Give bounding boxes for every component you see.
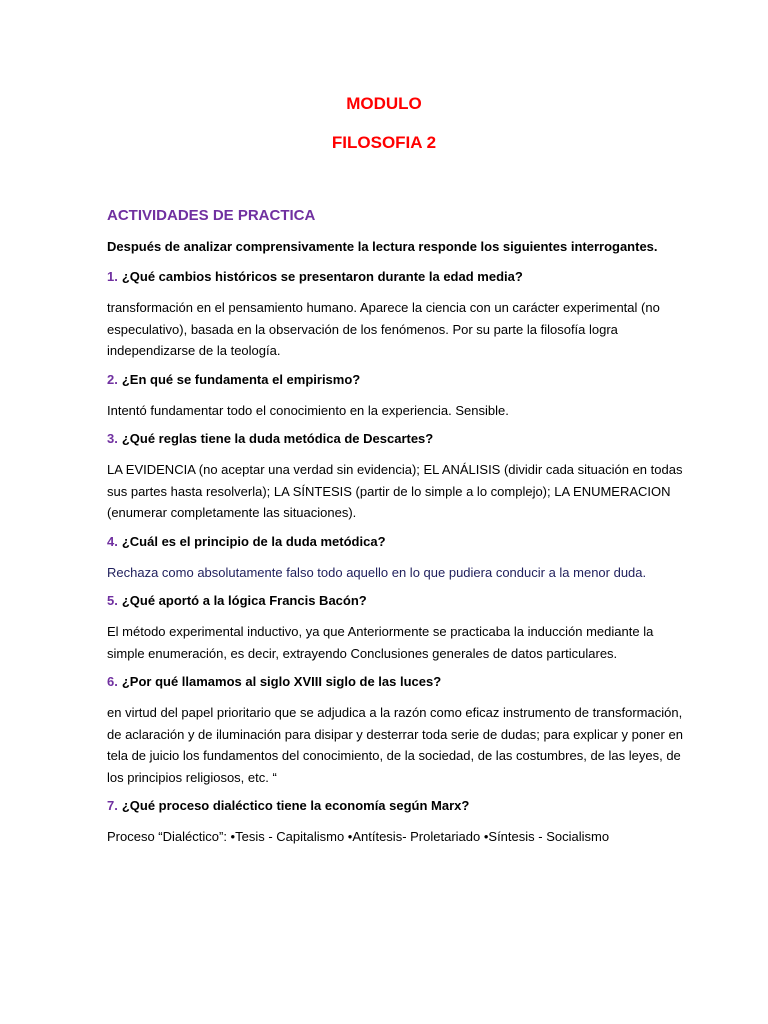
answer-2: Intentó fundamentar todo el conocimiento en la experiencia. Sensible. <box>107 402 509 418</box>
qa-item-6 <box>107 673 687 788</box>
qa-item-4 <box>107 533 687 584</box>
question-text: ¿Por qué llamamos al siglo XVIII siglo de las luces? <box>121 674 442 689</box>
question-number: 4. <box>107 533 118 549</box>
question-text: ¿Qué aportó a la lógica Francis Bacón? <box>121 593 367 608</box>
qa-item-5 <box>107 592 687 664</box>
answer-7: Proceso “Dialéctico”: •Tesis - Capitalismo •Antítesis- Proletariado •Síntesis - Socialismo <box>107 829 610 844</box>
qa-item-2 <box>107 371 687 422</box>
question-6 <box>107 673 687 691</box>
question-number: 5. <box>107 593 118 608</box>
document-body <box>107 206 687 857</box>
question-text: ¿Qué proceso dialéctico tiene la economía según Marx? <box>121 798 470 813</box>
question-2 <box>107 371 687 389</box>
question-7 <box>107 797 687 815</box>
question-text: ¿Cuál es el principio de la duda metódica? <box>121 533 386 549</box>
qa-item-7 <box>107 797 687 848</box>
question-number: 7. <box>107 798 118 813</box>
question-3 <box>107 430 687 448</box>
answer-5: El método experimental inductivo, ya que Anteriormente se practicaba la inducción mediante la simple enumeración, es decir, extrayendo Conclusiones generales de datos particulares. <box>107 624 654 661</box>
question-text: ¿Qué reglas tiene la duda metódica de Descartes? <box>121 431 434 446</box>
answer-1: transformación en el pensamiento humano. Aparece la ciencia con un carácter experimental (no especulativo), basada en la observación de los fenómenos. Por su parte la filosofía logra independizarse de la teología. <box>107 300 660 358</box>
question-text: ¿En qué se fundamenta el empirismo? <box>121 371 361 387</box>
question-number: 6. <box>107 674 118 689</box>
answer-6: en virtud del papel prioritario que se adjudica a la razón como eficaz instrumento de transformación, de aclaración y de iluminación para disipar y desterrar toda serie de dudas; para explicar y poner en tela de juicio los fundamentos del conocimiento, de la sociedad, de las costumbres, de las leyes, de los principios religiosos, etc. “ <box>107 705 683 785</box>
question-number: 1. <box>107 269 118 284</box>
question-number: 2. <box>107 371 118 387</box>
answer-4: Rechaza como absolutamente falso todo aquello en lo que pudiera conducir a la menor duda. <box>107 564 647 580</box>
question-4 <box>107 533 687 551</box>
instructions-text: Después de analizar comprensivamente la lectura responde los siguientes interrogantes. <box>107 239 658 254</box>
question-text: ¿Qué cambios históricos se presentaron durante la edad media? <box>121 269 523 284</box>
section-title: ACTIVIDADES DE PRACTICA <box>107 207 316 224</box>
qa-item-1 <box>107 268 687 362</box>
document-title: MODULO <box>346 94 422 113</box>
question-5 <box>107 592 687 610</box>
question-number: 3. <box>107 431 118 446</box>
question-1 <box>107 268 687 286</box>
qa-item-3 <box>107 430 687 524</box>
answer-3: LA EVIDENCIA (no aceptar una verdad sin evidencia); EL ANÁLISIS (dividir cada situación en todas sus partes hasta resolverla); LA SÍNTESIS (partir de lo simple a lo complejo); LA ENUMERACION (enumerar completamente las situaciones). <box>107 462 683 520</box>
document-subtitle: FILOSOFIA 2 <box>331 133 437 152</box>
